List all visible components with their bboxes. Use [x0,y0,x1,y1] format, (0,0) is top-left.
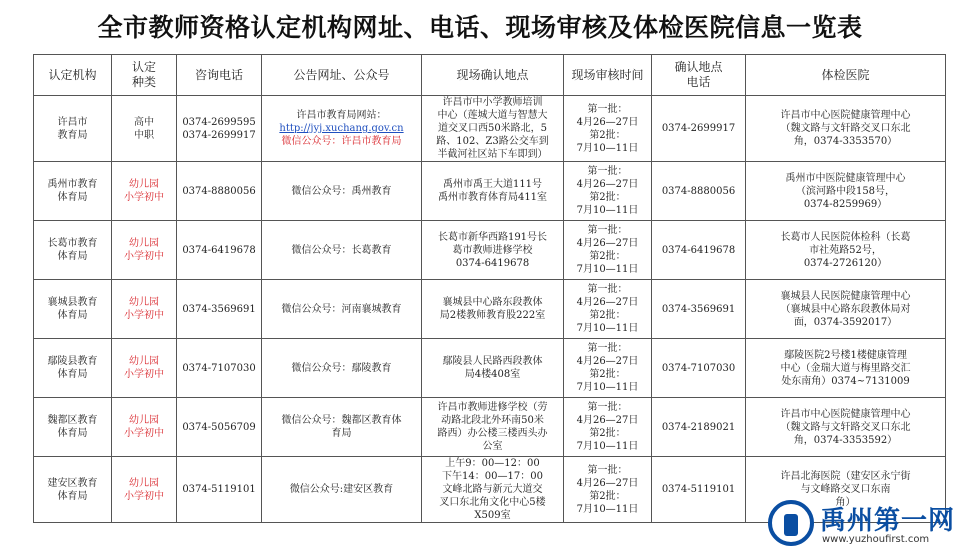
cell-phone: 0374-8880056 [177,162,262,221]
cell-time: 第一批： 4月26—27日 第2批： 7月10—11日 [564,339,652,398]
cell-time: 第一批： 4月26—27日 第2批： 7月10—11日 [564,457,652,523]
watermark-name: 禹州第一网 [820,506,956,536]
page-title: 全市教师资格认定机构网址、电话、现场审核及体检医院信息一览表 [97,13,863,42]
cell-phone: 0374-7107030 [177,339,262,398]
watermark-url: www.yuzhoufirst.com [822,534,930,545]
cell-phone: 0374-6419678 [177,221,262,280]
cell-agency: 建安区教育 体育局 [34,457,112,523]
cell-time: 第一批： 4月26—27日 第2批： 7月10—11日 [564,221,652,280]
table-header-row [34,55,946,96]
cell-notice: 微信公众号:建安区教育 [262,457,422,523]
header-type: 认定 种类 [112,55,177,96]
cell-agency: 禹州市教育 体育局 [34,162,112,221]
cell-site: 长葛市新华西路191号长 葛市教师进修学校 0374-6419678 [422,221,564,280]
table-row [34,339,946,398]
cell-type: 幼儿园 小学初中 [112,280,177,339]
cell-type: 幼儿园 小学初中 [112,162,177,221]
cell-notice: 微信公众号：长葛教育 [262,221,422,280]
header-site: 现场确认地点 [422,55,564,96]
cell-time: 第一批： 4月26—27日 第2批： 7月10—11日 [564,162,652,221]
cell-site-phone: 0374-6419678 [652,221,746,280]
cell-site: 许昌市教师进修学校（劳 动路北段北外环南50米 路西）办公楼三楼西头办 公室 [422,398,564,457]
cell-site-phone: 0374-2699917 [652,96,746,162]
table-row [34,221,946,280]
cell-site-phone: 0374-5119101 [652,457,746,523]
cell-notice: 微信公众号：鄢陵教育 [262,339,422,398]
cell-site-phone: 0374-2189021 [652,398,746,457]
table-row [34,162,946,221]
info-table [33,54,946,523]
cell-site: 禹州市禹王大道111号 禹州市教育体育局411室 [422,162,564,221]
cell-notice: 微信公众号：河南襄城教育 [262,280,422,339]
cell-hospital: 襄城县人民医院健康管理中心 （襄城县中心路东段教体局对 面，0374-3592017） [746,280,946,339]
cell-site: 鄢陵县人民路西段教体 局4楼408室 [422,339,564,398]
header-phone: 咨询电话 [177,55,262,96]
cell-time: 第一批： 4月26—27日 第2批： 7月10—11日 [564,280,652,339]
cell-type: 高中 中职 [112,96,177,162]
cell-agency: 襄城县教育 体育局 [34,280,112,339]
notice-url-link[interactable]: http://jyj.xuchang.gov.cn [279,123,404,134]
cell-type: 幼儿园 小学初中 [112,398,177,457]
cell-type: 幼儿园 小学初中 [112,221,177,280]
cell-site: 许昌市中小学教师培训 中心（莲城大道与智慧大 道交叉口西50米路北，5 路、102、Z3路公交车到 半截河社区站下车即到） [422,96,564,162]
cell-agency: 鄢陵县教育 体育局 [34,339,112,398]
cell-agency: 魏都区教育 体育局 [34,398,112,457]
watermark [768,498,956,552]
header-time: 现场审核时间 [564,55,652,96]
cell-notice: 微信公众号：禹州教育 [262,162,422,221]
cell-phone: 0374-2699595 0374-2699917 [177,96,262,162]
cell-agency: 许昌市 教育局 [34,96,112,162]
watermark-logo-icon [768,500,814,546]
table-row [34,398,946,457]
cell-agency: 长葛市教育 体育局 [34,221,112,280]
cell-hospital: 禹州市中医院健康管理中心 （滨河路中段158号， 0374-8259969） [746,162,946,221]
cell-notice: 许昌市教育局网站： http://jyj.xuchang.gov.cn 微信公众号：许昌市教育局 [262,96,422,162]
cell-time: 第一批： 4月26—27日 第2批： 7月10—11日 [564,96,652,162]
header-hospital: 体检医院 [746,55,946,96]
cell-hospital: 鄢陵医院2号楼1楼健康管理 中心（金瑞大道与梅里路交汇 处东南角）0374~7131009 [746,339,946,398]
cell-notice: 微信公众号：魏都区教育体 育局 [262,398,422,457]
cell-site: 上午9：00—12：00 下午14：00—17：00 文峰北路与新元大道交 叉口东北角文化中心5楼 X509室 [422,457,564,523]
table-row [34,280,946,339]
cell-hospital: 许昌市中心医院健康管理中心 （魏文路与文轩路交叉口东北 角，0374-3353570） [746,96,946,162]
cell-site-phone: 0374-8880056 [652,162,746,221]
header-notice: 公告网址、公众号 [262,55,422,96]
cell-hospital: 许昌北海医院（建安区永宁街 与文峰路交叉口东南 角） [746,457,946,523]
cell-hospital: 长葛市人民医院体检科（长葛 市社苑路52号， 0374-2726120） [746,221,946,280]
table-row [34,96,946,162]
cell-time: 第一批： 4月26—27日 第2批： 7月10—11日 [564,398,652,457]
cell-site: 襄城县中心路东段教体 局2楼教师教育股222室 [422,280,564,339]
header-agency: 认定机构 [34,55,112,96]
cell-site-phone: 0374-3569691 [652,280,746,339]
cell-phone: 0374-5119101 [177,457,262,523]
cell-site-phone: 0374-7107030 [652,339,746,398]
header-site-phone: 确认地点 电话 [652,55,746,96]
cell-hospital: 许昌市中心医院健康管理中心 （魏文路与文轩路交叉口东北 角，0374-3353592） [746,398,946,457]
cell-type: 幼儿园 小学初中 [112,339,177,398]
cell-phone: 0374-3569691 [177,280,262,339]
cell-type: 幼儿园 小学初中 [112,457,177,523]
cell-phone: 0374-5056709 [177,398,262,457]
